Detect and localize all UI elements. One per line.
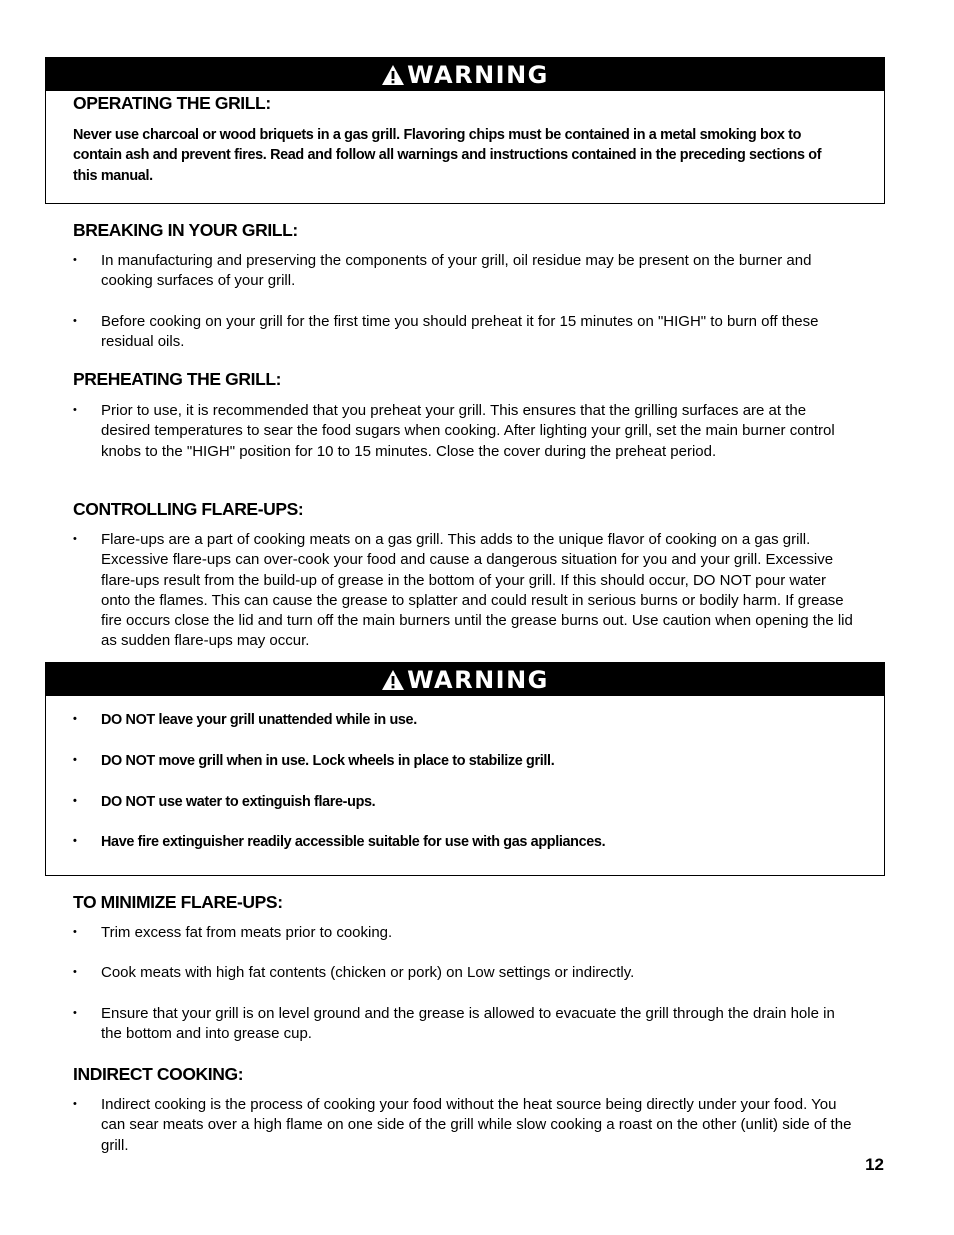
warning-banner bbox=[46, 58, 884, 91]
safety-warning-list bbox=[73, 710, 853, 853]
bullet-icon: • bbox=[73, 794, 77, 807]
list-item bbox=[73, 1004, 853, 1045]
preheating-list bbox=[73, 401, 853, 462]
list-item-text: DO NOT use water to extinguish flare-ups. bbox=[101, 793, 376, 810]
bullet-icon: • bbox=[73, 404, 77, 416]
bullet-icon: • bbox=[73, 533, 77, 545]
list-item-text: Indirect cooking is the process of cooking your food without the heat source being directly under your food. You can sear meats over a high flame on one side of the grill while slow cooking a roast on the other (unlit) side of the grill. bbox=[101, 1096, 852, 1154]
list-item-text: Trim excess fat from meats prior to cooking. bbox=[101, 924, 393, 941]
list-item bbox=[73, 832, 853, 852]
warning-triangle-icon bbox=[381, 669, 405, 691]
bullet-icon: • bbox=[73, 753, 77, 766]
flareups-list bbox=[73, 530, 853, 652]
heading-breaking-in: BREAKING IN YOUR GRILL: bbox=[73, 220, 298, 240]
bullet-icon: • bbox=[73, 1006, 77, 1019]
heading-indirect-cooking: INDIRECT COOKING: bbox=[73, 1064, 244, 1084]
heading-preheating: PREHEATING THE GRILL: bbox=[73, 369, 282, 389]
bullet-icon: • bbox=[73, 966, 77, 979]
bullet-icon: • bbox=[73, 835, 77, 848]
page-number: 12 bbox=[865, 1155, 884, 1174]
list-item-text: Have fire extinguisher readily accessible suitable for use with gas appliances. bbox=[101, 834, 606, 851]
indirect-list bbox=[73, 1095, 853, 1156]
list-item-text: Cook meats with high fat contents (chicken or pork) on Low settings or indirectly. bbox=[101, 964, 635, 982]
heading-minimize-flareups: TO MINIMIZE FLARE-UPS: bbox=[73, 892, 283, 912]
list-item bbox=[73, 923, 853, 943]
breaking-in-list bbox=[73, 251, 853, 352]
list-item bbox=[73, 751, 853, 771]
bullet-icon: • bbox=[73, 926, 77, 938]
heading-controlling-flareups: CONTROLLING FLARE-UPS: bbox=[73, 499, 304, 519]
list-item-text: Ensure that your grill is on level ground and the grease is allowed to evacuate the grill through the drain hole in the bottom and into grease cup. bbox=[101, 1004, 835, 1042]
list-item bbox=[73, 312, 853, 353]
list-item bbox=[73, 792, 853, 812]
list-item bbox=[73, 963, 853, 983]
warning-triangle-icon bbox=[381, 64, 405, 86]
minimize-list bbox=[73, 923, 853, 1044]
list-item bbox=[73, 251, 853, 292]
list-item bbox=[73, 401, 853, 462]
list-item-text: Before cooking on your grill for the first time you should preheat it for 15 minutes on "HIGH" to burn off these residual oils. bbox=[101, 312, 819, 350]
bullet-icon: • bbox=[73, 1098, 77, 1110]
list-item bbox=[73, 530, 853, 652]
bullet-icon: • bbox=[73, 254, 77, 266]
bullet-icon: • bbox=[73, 713, 77, 725]
list-item bbox=[73, 710, 853, 730]
list-item-text: In manufacturing and preserving the components of your grill, oil residue may be present on the burner and cooking surfaces of your grill. bbox=[101, 252, 812, 290]
list-item-text: DO NOT leave your grill unattended while in use. bbox=[101, 712, 417, 728]
operating-grill-warning-text: Never use charcoal or wood briquets in a gas grill. Flavoring chips must be contained in a metal smoking box to contain ash and prevent fires. Read and follow all warnings and instructions contained in the preceding sections of this manual. bbox=[73, 127, 822, 184]
list-item-text: Prior to use, it is recommended that you preheat your grill. This ensures that the grilling surfaces are at the desired temperatures to sear the food sugars when cooking. After lighting your grill, set the main burner control knobs to the "HIGH" position for 10 to 15 minutes. Close the cover during the preheat period. bbox=[101, 402, 835, 460]
bullet-icon: • bbox=[73, 314, 77, 327]
list-item-text: DO NOT move grill when in use. Lock wheels in place to stabilize grill. bbox=[101, 752, 555, 769]
list-item-text: Flare-ups are a part of cooking meats on a gas grill. This adds to the unique flavor of cooking on a gas grill. Excessive flare-ups can over-cook your food and cause a dangerous situation for you and your grill. Excessive flare-ups result from the build-up of grease in the bottom of your grill. If this should occur, DO NOT pour water onto the flames. This can cause the grease to splatter and could result in serious burns or bodily harm. If grease fire occurs close the lid and turn off the main burners until the grease burns out. Use caution when opening the lid as sudden flare-ups may occur. bbox=[101, 531, 853, 650]
heading-operating-grill: OPERATING THE GRILL: bbox=[73, 93, 271, 113]
warning-title: WARNING bbox=[407, 665, 549, 694]
list-item bbox=[73, 1095, 853, 1156]
warning-banner bbox=[46, 663, 884, 696]
warning-title: WARNING bbox=[407, 60, 549, 89]
